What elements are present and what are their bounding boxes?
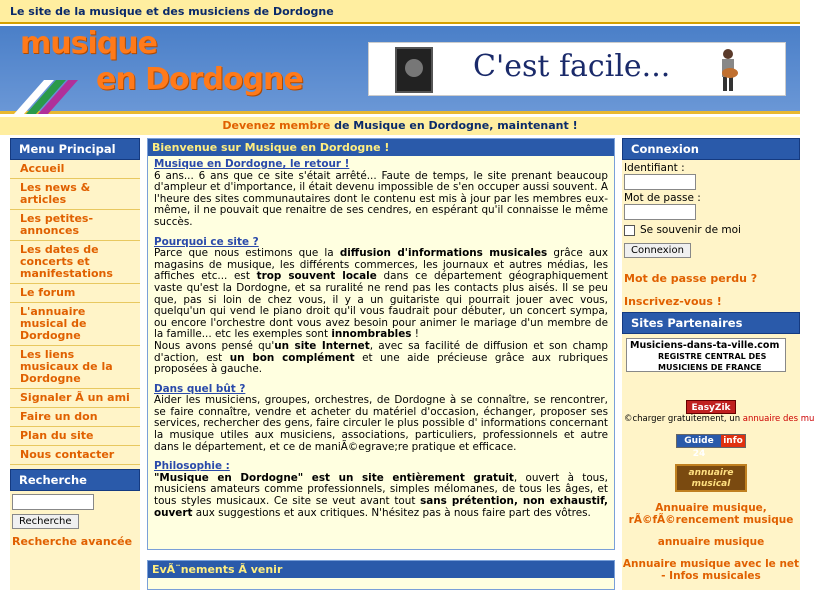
menu-item-concerts[interactable]: Les dates de concerts et manifestations xyxy=(10,241,140,284)
forgot-password-link[interactable]: Mot de passe perdu ? xyxy=(624,272,758,285)
section-title-retour[interactable]: Musique en Dordogne, le retour ! xyxy=(154,158,350,170)
amplifier-icon xyxy=(395,47,433,93)
top-strip xyxy=(0,0,800,24)
download-line: ©charger gratuitement, un annuaire des mu xyxy=(624,414,814,424)
advanced-search-link[interactable]: Recherche avancée xyxy=(12,535,133,548)
menu-item-contact[interactable]: Nous contacter xyxy=(10,446,140,465)
partner-link-annuaire-musique[interactable]: annuaire musique xyxy=(657,536,765,548)
annuaire-download-link[interactable]: annuaire des mu xyxy=(742,414,814,424)
main-menu-title: Menu Principal xyxy=(10,138,140,160)
section-text-retour: 6 ans... 6 ans que ce site s'était arrêté... Faute de temps, le site prenant beaucoup d'ampleur et d'importance, il était devenu impossible de s'en occuper aussi souvent. A l'heure des sites communautaires dont le contenu est mis à jour par les membres eux-même, il ne pouvait que renaitre de ses cendres, en espérant qu'il connaisse le même succès. xyxy=(154,169,608,228)
menu-item-liens[interactable]: Les liens musicaux de la Dordogne xyxy=(10,346,140,389)
section-title-pourquoi[interactable]: Pourquoi ce site ? xyxy=(154,235,259,248)
section-text-pourquoi: Parce que nous estimons que la diffusion d'informations musicales grâce aux magasins de musique, les différents commerces, les journaux et autres médias, les affiches etc... est trop souvent locale dans ce département géographiquement vaste qu'est la Dordogne, et sa ruralité ne rend pas les contacts plus aisés. Il se peu que, pas si loin de chez vous, il y a un guitariste qui pourrait jouer avec vous, quelqu'un qui vend le piano droit qu'il vous faudrait pour débuter, un concert sympa, ou encore l'orchestre dont vous avez besoin pour animer le mariage d'un membre de la famille... etc les exemples sont innombrables ! Nous avons pensé qu'un site Internet, avec sa facilité de diffusion et son champ d'action, est un bon complément et une aide précieuse grâce aux rubriques proposées à gauche. xyxy=(154,247,608,376)
main-body xyxy=(148,156,614,519)
site-header xyxy=(0,26,800,114)
events-header: EvÃ¨nements Ã venir xyxy=(148,561,614,578)
ad-banner[interactable] xyxy=(368,42,786,96)
become-member-link[interactable]: Devenez membre xyxy=(222,119,331,132)
search-button[interactable]: Recherche xyxy=(12,514,79,529)
partner-musiciens-dans-ta-ville[interactable]: Musiciens-dans-ta-ville.com REGISTRE CENTRAL DES MUSICIENS DE FRANCE xyxy=(626,338,786,372)
menu-item-plan[interactable]: Plan du site xyxy=(10,427,140,446)
main-content xyxy=(147,138,615,550)
username-label: Identifiant : xyxy=(624,162,685,174)
login-title: Connexion xyxy=(622,138,800,160)
register-link[interactable]: Inscrivez-vous ! xyxy=(624,295,722,308)
member-bar xyxy=(0,117,800,135)
login-button[interactable]: Connexion xyxy=(624,243,691,258)
member-bar-text: de Musique en Dordogne, maintenant ! xyxy=(330,119,578,132)
partner-link-annuaire-net[interactable]: Annuaire musique avec le net - Infos musicales xyxy=(622,558,800,582)
events-panel xyxy=(147,560,615,590)
remember-label: Se souvenir de moi xyxy=(640,224,741,236)
search-title: Recherche xyxy=(10,469,140,491)
menu-item-accueil[interactable]: Accueil xyxy=(10,160,140,179)
left-column xyxy=(10,138,140,590)
section-title-philosophie[interactable]: Philosophie : xyxy=(154,460,230,473)
menu-item-signaler[interactable]: Signaler Ã un ami xyxy=(10,389,140,408)
username-input[interactable] xyxy=(624,174,696,190)
search-input[interactable] xyxy=(12,494,94,510)
guitarist-icon xyxy=(713,47,743,93)
partner-easyzik[interactable]: EasyZik xyxy=(686,400,736,414)
search-box xyxy=(10,491,140,532)
section-text-but: Aider les musiciens, groupes, orchestres, de Dordogne à se connaître, se rencontrer, se faire connaître, vendre et acheter du matériel d'occasion, échanger, proposer ses services, rechercher des gens, faire circuler le plus possible d' informations concernant la musique utiles aux musiciens, associations, particuliers, professionnels et autre dans le département, et ce de maniÃ©egrave;re pratique et efficace. xyxy=(154,394,608,453)
password-label: Mot de passe : xyxy=(624,192,701,204)
section-title-but[interactable]: Dans quel bût ? xyxy=(154,382,246,395)
banner-text: C'est facile... xyxy=(473,49,671,84)
partner-link-annuaire-referencement[interactable]: Annuaire musique, rÃ©fÃ©rencement musique xyxy=(628,502,794,526)
site-tagline: Le site de la musique et des musiciens de Dordogne xyxy=(10,5,334,18)
menu-item-news[interactable]: Les news & articles xyxy=(10,179,140,210)
password-input[interactable] xyxy=(624,204,696,220)
menu-item-annuaire[interactable]: L'annuaire musical de Dordogne xyxy=(10,303,140,346)
logo-stripes-icon xyxy=(14,74,94,114)
menu-item-forum[interactable]: Le forum xyxy=(10,284,140,303)
partner-guide24[interactable]: Guide 24 info xyxy=(676,434,746,448)
menu-item-don[interactable]: Faire un don xyxy=(10,408,140,427)
right-column xyxy=(622,138,814,590)
logo-line-1[interactable]: musique xyxy=(20,26,157,61)
menu-item-petites-annonces[interactable]: Les petites-annonces xyxy=(10,210,140,241)
remember-me[interactable] xyxy=(622,220,800,240)
main-header: Bienvenue sur Musique en Dordogne ! xyxy=(148,139,614,156)
partners-title: Sites Partenaires xyxy=(622,312,800,334)
partner-annuaire-musical[interactable]: annuaire musical xyxy=(675,464,747,492)
section-text-philosophie: "Musique en Dordogne" est un site entièrement gratuit, ouvert à tous, musiciens amateurs comme professionnels, simples mélomanes, de tous les âges, et tous styles musicaux. Ce site se veut avant tout sans prétention, non exhaustif, ouvert aux suggestions et aux critiques. N'hésitez pas à nous faire part des vôtres. xyxy=(154,471,608,519)
remember-checkbox[interactable] xyxy=(624,225,635,236)
logo-line-2[interactable]: en Dordogne xyxy=(96,62,303,97)
